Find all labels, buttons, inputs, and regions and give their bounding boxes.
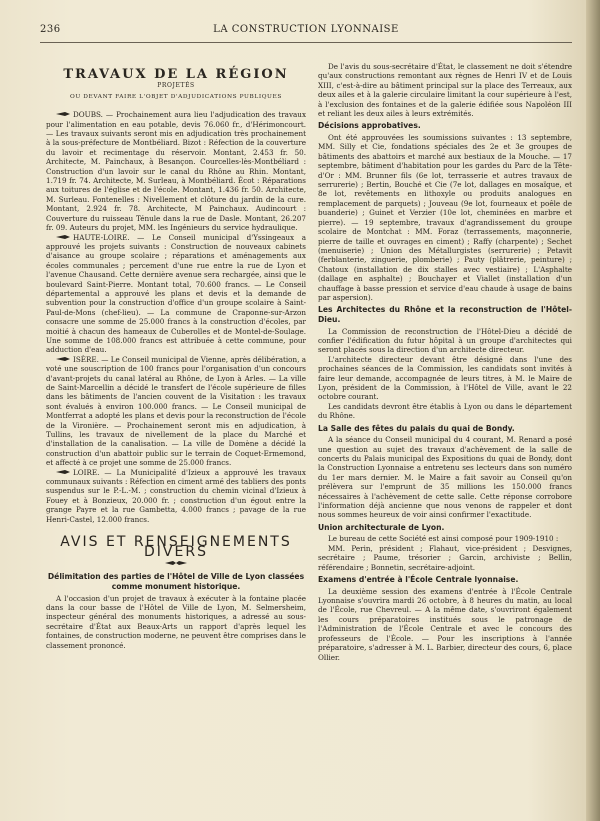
paragraph-haute-loire bbox=[46, 233, 306, 355]
pointing-hand-icon bbox=[56, 234, 70, 240]
paragraph-haute-loire-text: HAUTE-LOIRE. — Le Conseil municipal d'Yssingeaux a approuvé les projets suivants : Construction de nouveaux cabinets d'aisance au groupe scolaire ; réparations et aménagements aux écoles communales ; percement d'une rue entre la rue de Lyon et l'avenue Chausand. Cette dernière avenue sera rechargée, ainsi que le boulevard Saint-Pierre. Montant total, 70.600 francs. — Le Conseil départemental a approuvé les plans et devis et la demande de subvention pour la construction d'office d'un groupe scolaire à Saint-Paul-de-Mons (chef-lieu). — La commune de Craponne-sur-Arzon consacre une somme de 25.000 francs à la construction d'écoles, par moitié à chacun des hameaux de Cuberolles et de Montel-de-Soulage. Une somme de 108.000 francs est attribuée à cette commune, pour adduction d'eau. bbox=[46, 232, 306, 355]
paragraph-salle-fetes: A la séance du Conseil municipal du 4 courant, M. Renard a posé une question au sujet des travaux d'achèvement de la salle de concerts du Palais municipal des Expositions du quai de Bondy, dont la Construction Lyonnaise a entretenu ses lecteurs dans son numéro du 1er mars dernier. M. le Maire a fait savoir au Conseil qu'on prélèvera sur l'emprunt de 35 millions les 150.000 francs nécessaires à l'achèvement de cette salle. Cette réponse corrobore l'information déjà ancienne que nous venons de rappeler et dont nous sommes heureux de voir ainsi confirmer l'exactitude. bbox=[318, 435, 572, 520]
paragraph-union-1: Le bureau de cette Société est ainsi composé pour 1909-1910 : bbox=[328, 534, 559, 544]
paragraph-hotel-dieu-1: La Commission de reconstruction de l'Hôtel-Dieu a décidé de confier l'édification du futur hôpital à un groupe d'architectes qui seront placés sous la direction d'un architecte directeur. bbox=[318, 326, 572, 355]
header-rule bbox=[40, 42, 572, 43]
paragraph-decisions: Ont été approuvées les soumissions suivantes : 13 septembre, MM. Silly et Cie, fondations spéciales des 2e et 3e groupes de bâtiments des abattoirs et marché aux bestiaux de la Mouche. — 17 septembre, bâtiment d'habitation pour les gardes du Parc de la Tête-d'Or : MM. Brunner fils (6e lot, terrasserie et autres travaux de serrurerie) ; Bertin, Bouché et Cie (7e lot, dallages en mosaïque, et 8e lot, revêtements en lithoxyle ou produits analogues en remplacement de parquets) ; Jouveau (9e lot, fourneaux et poêle de buanderie) ; Guinet et Verzier (10e lot, cheminées en marbre et pierre). — 19 septembre, travaux d'agrandissement du groupe scolaire de Montchat : MM. Foraz (terrassements, maçonnerie, pierre de taille et ouvrages en ciment) ; Raffy (charpente) ; Sechet (menuiserie) ; Union des Métallurgistes (serrurerie) ; Petavit (ferblanterie, zinguerie, plomberie) ; Pauty (plâtrerie, peinture) ; Chatoux (installation de dix stalles avec vestiaire) ; L'Asphalte (dallage en asphalte) ; Bouchayer et Viallet (installation d'un chauffage à basse pression et service d'eau chaude à usage de bains par aspersion). bbox=[318, 133, 572, 302]
paragraph-isere bbox=[46, 355, 306, 468]
paragraph-doubs bbox=[46, 110, 306, 232]
heading-hotel-dieu: Les Architectes du Rhône et la reconstruction de l'Hôtel-Dieu. bbox=[318, 305, 572, 324]
running-title: LA CONSTRUCTION LYONNAISE bbox=[213, 24, 399, 35]
avis-paragraph: A l'occasion d'un projet de travaux à exécuter à la fontaine placée dans la cour basse de l'Hôtel de Ville de Lyon, M. Selmersheim, inspecteur général des monuments historiques, a adressé au sous-secrétaire d'État aux Beaux-Arts un rapport d'après lequel les fontaines, de construction moderne, ne peuvent être comprises dans le classement prononcé. bbox=[46, 593, 306, 650]
paragraph-hotel-dieu-3: Les candidats devront être établis à Lyon ou dans le département du Rhône. bbox=[318, 401, 572, 421]
heading-union: Union architecturale de Lyon. bbox=[318, 522, 445, 532]
left-column bbox=[46, 62, 306, 650]
heading-examens: Examens d'entrée à l'École Centrale lyonnaise. bbox=[318, 575, 519, 585]
paragraph-examens: La deuxième session des examens d'entrée à l'École Centrale Lyonnaise s'ouvrira mardi 26 octobre, à 8 heures du matin, au local de l'École, rue Chevreul. — A la même date, s'ouvriront également les cours préparatoires institués sous le patronage de l'Administration de l'École Centrale et avec le concours des professeurs de l'École. — Pour les inscriptions à l'année préparatoire, s'adresser à M. L. Barbier, directeur des cours, 6, place Ollier. bbox=[318, 586, 572, 662]
page-edge-shadow bbox=[586, 0, 600, 821]
section-subtitle-2: OU DEVANT FAIRE L'OBJET D'ADJUDICATIONS PUBLIQUES bbox=[70, 93, 282, 100]
section-title: TRAVAUX DE LA RÉGION bbox=[63, 67, 289, 82]
running-header bbox=[40, 24, 572, 40]
heading-decisions: Décisions approbatives. bbox=[318, 121, 421, 131]
paragraph-isere-text: ISÈRE. — Le Conseil municipal de Vienne, après délibération, a voté une souscription de 100 francs pour l'organisation d'un concours d'avant-projets du canal latéral au Rhône, de Lyon à Arles. — La ville de Saint-Marcellin a décidé le transfert de l'école supérieure de filles dans les bâtiments de l'ancien couvent de la Visitation : les travaux sont évalués à environ 100.000 francs. — Le Conseil municipal de Montferrat a adopté les plans et devis pour la reconstruction de l'école de la Vironière. — Prochainement seront mis en adjudication, à Tullins, les travaux de nivellement de la place du Marché et d'installation de la canalisation. — La ville de Domène a décidé la construction d'un abattoir public sur le terrain de Coquet-Ermemond, et affecté à ce projet une somme de 25.000 francs. bbox=[46, 354, 306, 468]
pointing-hand-icon bbox=[56, 356, 70, 362]
right-column bbox=[318, 62, 572, 662]
pointing-hand-icon bbox=[56, 111, 70, 117]
paragraph-classement: De l'avis du sous-secrétaire d'État, le classement ne doit s'étendre qu'aux constructions remontant aux règnes de Henri IV et de Louis XIII, c'est-à-dire au bâtiment principal sur la place des Terreaux, aux deux ailes et à la galerie circulaire limitant la cour supérieure à l'est, à l'exclusion des fontaines et de la galerie édifiée sous Napoléon III et reliant les deux ailes à leurs extrémités. bbox=[318, 62, 572, 119]
section-subtitle: PROJETÉS bbox=[157, 82, 195, 90]
paragraph-union-2: MM. Perin, président ; Flahaut, vice-président ; Desvignes, secrétaire ; Paume, trésorier ; Garcin, archiviste ; Bellin, référendaire ; Bonnetin, secrétaire-adjoint. bbox=[318, 543, 572, 572]
paragraph-loire bbox=[46, 468, 306, 524]
heading-salle-fetes: La Salle des fêtes du palais du quai de Bondy. bbox=[318, 423, 515, 433]
avis-heading: Délimitation des parties de l'Hôtel de Ville de Lyon classées comme monument historique. bbox=[47, 572, 305, 591]
paragraph-loire-text: LOIRE. — La Municipalité d'Izieux a approuvé les travaux communaux suivants : Réfection en ciment armé des tabliers des ponts suspendus sur le P.-L.-M. ; construction du chemin vicinal d'Izieux à Fouey et à Bonzieux, 20.000 fr. ; construction d'un égout entre la grange Payre et la rue Gambetta, 4.000 francs ; pavage de la rue Henri-Castel, 12.000 francs. bbox=[46, 467, 306, 524]
ornament-icon bbox=[46, 559, 306, 568]
page-number: 236 bbox=[40, 24, 61, 35]
ornament-glyph-icon bbox=[165, 560, 187, 566]
paragraph-doubs-text: DOUBS. — Prochainement aura lieu l'adjudication des travaux pour l'alimentation en eau potable, devis 76.060 fr., d'Hérimoncourt. — Les travaux suivants seront mis en adjudication très prochainement à la sous-préfecture de Montbéliard. Bizot : Réfection de la couverture du lavoir et recimentage du réservoir. Montant, 2.453 fr. 50. Architecte, M. Painchaux, à Besançon. Courcelles-lès-Montbéliard : Construction d'un lavoir sur le canal du Rhône au Rhin. Montant, 1.719 fr. 74. Architecte, M. Surleau, à Montbéliard. Écot : Réparations aux toitures de l'église et de l'école. Montant, 1.436 fr. 50. Architecte, M. Surleau. Fontenelles : Nivellement et clôture du jardin de la cure. Montant, 2.924 fr. 78. Architecte, M Painchaux. Audincourt : Couverture du ruisseau Ténule dans la rue de Dasle. Montant, 26.207 fr. 09. Auteurs du projet, MM. les Ingénieurs du service hydraulique. bbox=[46, 110, 306, 233]
pointing-hand-icon bbox=[56, 469, 70, 475]
paragraph-hotel-dieu-2: L'architecte directeur devant être désigné dans l'une des prochaines séances de la Commission, les candidats sont invités à faire leur demande, accompagnée de leurs titres, à M. le Maire de Lyon, président de la Commission, à l'Hôtel de Ville, avant le 22 octobre courant. bbox=[318, 354, 572, 402]
avis-title: AVIS ET RENSEIGNEMENTS DIVERS bbox=[60, 534, 292, 560]
